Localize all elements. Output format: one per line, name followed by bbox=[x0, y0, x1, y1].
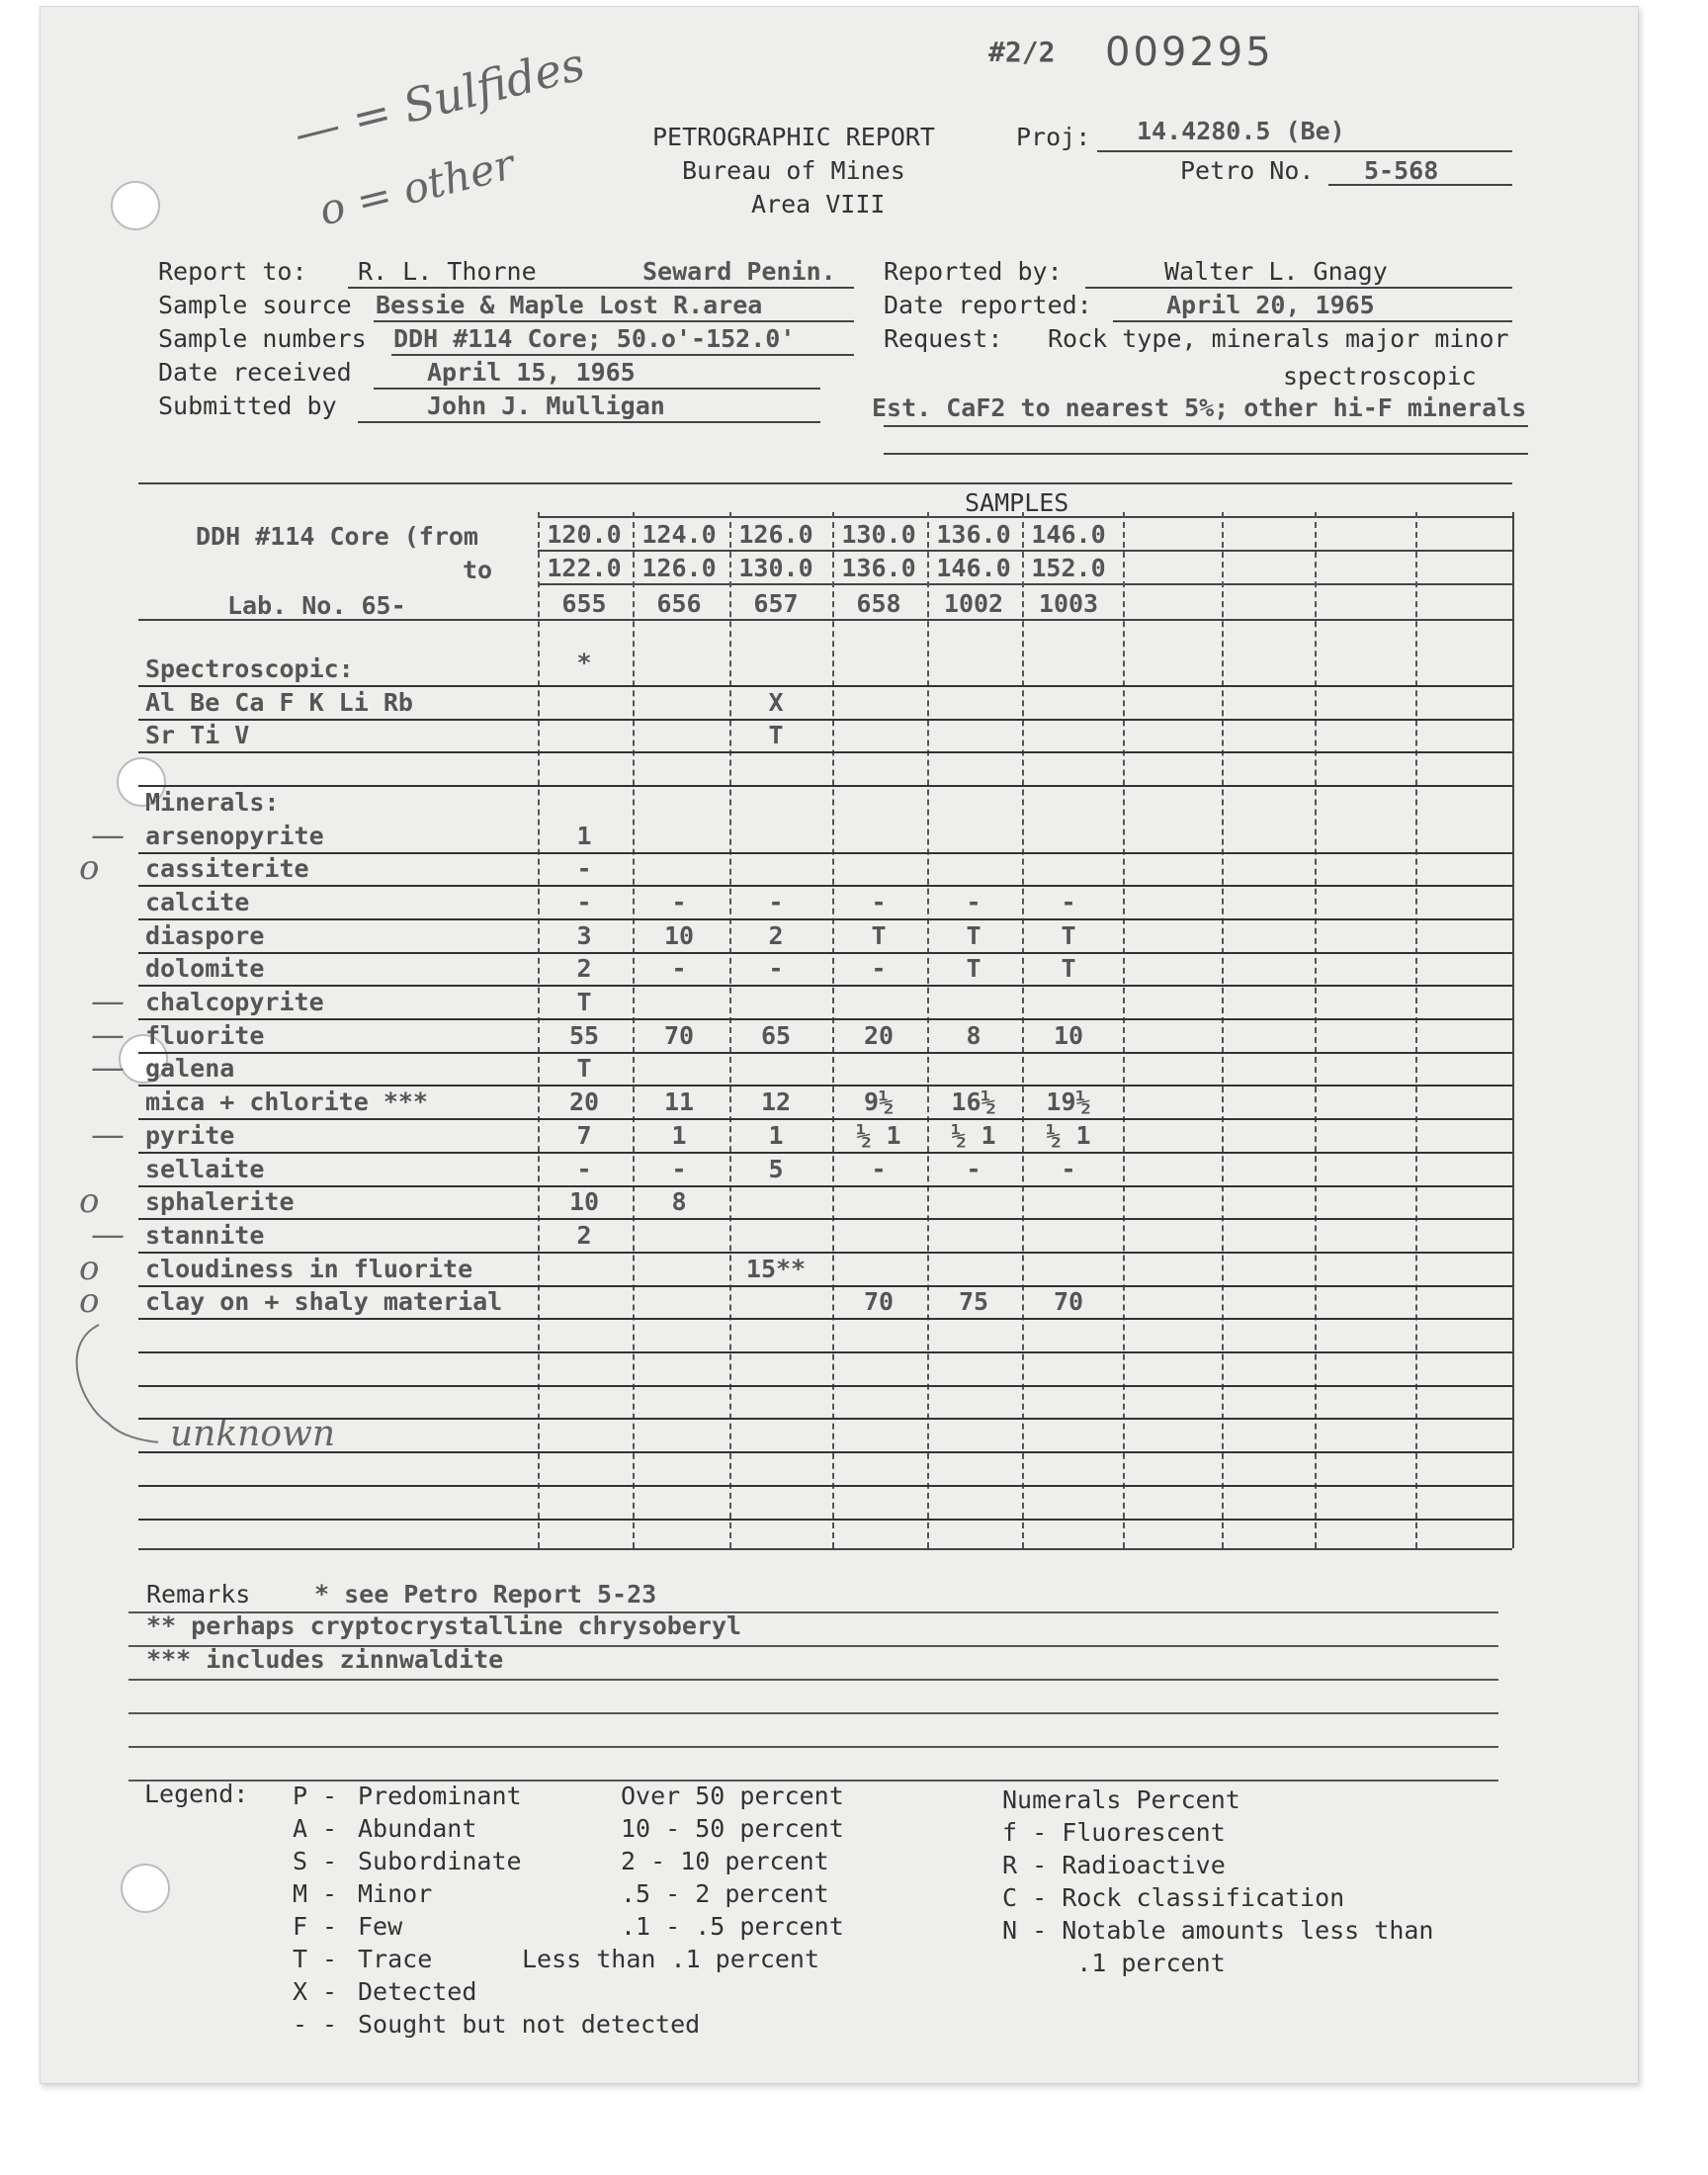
mineral-value: 20 bbox=[568, 1088, 600, 1116]
mineral-value: 8 bbox=[671, 1187, 687, 1216]
sample-numbers-underline bbox=[391, 354, 854, 356]
row-rule bbox=[138, 685, 1512, 687]
column-divider bbox=[1315, 512, 1317, 1548]
mineral-value: 12 bbox=[760, 1088, 792, 1116]
remark-rule bbox=[128, 1712, 1498, 1714]
mineral-label: mica + chlorite *** bbox=[145, 1088, 428, 1116]
legend-code: - bbox=[293, 2010, 308, 2039]
date-reported-underline bbox=[1113, 320, 1512, 322]
row-rule bbox=[138, 1152, 1512, 1154]
mineral-mark: o bbox=[79, 1281, 100, 1321]
legend-right-item: .1 percent bbox=[1002, 1949, 1226, 1977]
legend-range: Less than .1 percent bbox=[522, 1945, 820, 1973]
to-value: 152.0 bbox=[1031, 554, 1106, 582]
row-rule bbox=[138, 1085, 1512, 1087]
row-rule bbox=[138, 785, 1512, 787]
mineral-value: ½ 1 bbox=[1046, 1121, 1091, 1150]
core-label: DDH #114 Core (from bbox=[196, 522, 478, 551]
sample-numbers-value: DDH #114 Core; 50.o'-152.0' bbox=[393, 324, 796, 353]
date-received-underline bbox=[374, 388, 820, 390]
from-rule bbox=[538, 550, 1512, 552]
lab-value: 658 bbox=[856, 589, 901, 618]
row-rule bbox=[138, 1118, 1512, 1120]
lab-value: 1003 bbox=[1038, 589, 1099, 618]
row-rule bbox=[138, 1418, 1512, 1420]
mineral-label: arsenopyrite bbox=[145, 822, 324, 850]
mineral-mark: — bbox=[91, 1215, 125, 1255]
mineral-label: clay on + shaly material bbox=[145, 1287, 503, 1316]
agency: Bureau of Mines bbox=[682, 156, 905, 185]
legend-desc: Predominant bbox=[358, 1782, 522, 1810]
mineral-label: fluorite bbox=[145, 1021, 265, 1050]
mineral-mark: — bbox=[91, 816, 125, 855]
date-received-value: April 15, 1965 bbox=[427, 358, 636, 387]
report-to-underline bbox=[348, 287, 854, 289]
mineral-value: 2 bbox=[768, 921, 784, 950]
date-received-label: Date received bbox=[158, 358, 352, 387]
legend-dash: - bbox=[322, 1782, 338, 1810]
row-rule bbox=[138, 1252, 1512, 1254]
from-value: 124.0 bbox=[641, 520, 717, 549]
mineral-value: 9½ bbox=[863, 1088, 895, 1116]
legend-desc: Subordinate bbox=[358, 1847, 522, 1875]
row-rule bbox=[138, 885, 1512, 887]
legend-range: 2 - 10 percent bbox=[621, 1847, 829, 1875]
row-rule bbox=[138, 1018, 1512, 1020]
legend-range: 10 - 50 percent bbox=[621, 1814, 844, 1843]
remark-line-2: ** perhaps cryptocrystalline chrysoberyl bbox=[146, 1611, 742, 1640]
remark-rule bbox=[128, 1679, 1498, 1681]
date-reported-value: April 20, 1965 bbox=[1166, 291, 1375, 319]
remark-rule bbox=[128, 1645, 1498, 1647]
legend-desc: Trace bbox=[358, 1945, 433, 1973]
spectro-row-label: Al Be Ca F K Li Rb bbox=[145, 688, 413, 717]
spectroscopic-title: Spectroscopic: bbox=[145, 654, 354, 683]
legend-code: X bbox=[293, 1977, 308, 2006]
row-rule bbox=[138, 985, 1512, 987]
row-rule bbox=[138, 952, 1512, 954]
mineral-label: cloudiness in fluorite bbox=[145, 1255, 473, 1283]
mineral-value: - bbox=[966, 1155, 982, 1183]
mineral-value: T bbox=[576, 988, 592, 1016]
mineral-value: - bbox=[671, 1155, 687, 1183]
row-rule bbox=[138, 1385, 1512, 1387]
mineral-value: - bbox=[671, 954, 687, 983]
row-rule bbox=[138, 918, 1512, 920]
mineral-value: 10 bbox=[568, 1187, 600, 1216]
lab-value: 657 bbox=[753, 589, 799, 618]
mineral-value: 5 bbox=[768, 1155, 784, 1183]
lab-rule bbox=[138, 619, 1512, 621]
column-divider bbox=[1512, 512, 1514, 1548]
area: Area VIII bbox=[751, 190, 886, 218]
proj-underline bbox=[1097, 150, 1512, 152]
mineral-value: 20 bbox=[863, 1021, 895, 1050]
remarks-label: Remarks bbox=[146, 1580, 251, 1609]
from-value: 146.0 bbox=[1031, 520, 1106, 549]
mineral-value: 65 bbox=[760, 1021, 792, 1050]
legend-right-item: f - Fluorescent bbox=[1002, 1818, 1226, 1847]
remark-rule bbox=[128, 1746, 1498, 1748]
request-line3: Est. CaF2 to nearest 5%; other hi-F minerals bbox=[872, 393, 1527, 422]
legend-dash: - bbox=[322, 2010, 338, 2039]
report-to-label: Report to: bbox=[158, 257, 307, 286]
mineral-value: T bbox=[1061, 921, 1076, 950]
page-mark: #2/2 bbox=[988, 36, 1056, 68]
mineral-mark: — bbox=[91, 1115, 125, 1155]
mineral-label: sellaite bbox=[145, 1155, 265, 1183]
legend-desc: Few bbox=[358, 1912, 403, 1941]
mineral-label: galena bbox=[145, 1054, 235, 1083]
column-divider bbox=[1415, 512, 1417, 1548]
legend-code: P bbox=[293, 1782, 308, 1810]
submitted-by-underline bbox=[358, 421, 820, 423]
lab-value: 656 bbox=[656, 589, 702, 618]
mineral-value: 70 bbox=[663, 1021, 695, 1050]
mineral-value: 8 bbox=[966, 1021, 982, 1050]
legend-label: Legend: bbox=[144, 1780, 249, 1808]
mineral-value: - bbox=[576, 888, 592, 916]
row-rule bbox=[138, 1218, 1512, 1220]
remark-rule bbox=[128, 1611, 1498, 1613]
lab-value: 1002 bbox=[943, 589, 1004, 618]
row-rule bbox=[138, 1185, 1512, 1187]
legend-range: .1 - .5 percent bbox=[621, 1912, 844, 1941]
legend-range: Over 50 percent bbox=[621, 1782, 844, 1810]
legend-dash: - bbox=[322, 1879, 338, 1908]
mineral-value: 75 bbox=[958, 1287, 989, 1316]
legend-right-item: C - Rock classification bbox=[1002, 1883, 1345, 1912]
row-rule bbox=[138, 852, 1512, 854]
mineral-mark: — bbox=[91, 982, 125, 1021]
mineral-value: - bbox=[966, 888, 982, 916]
row-rule bbox=[138, 1519, 1512, 1521]
mineral-label: chalcopyrite bbox=[145, 988, 324, 1016]
mineral-value: - bbox=[871, 1155, 887, 1183]
proj-value: 14.4280.5 (Be) bbox=[1137, 117, 1345, 145]
proj-label: Proj: bbox=[1016, 123, 1091, 151]
to-value: 122.0 bbox=[547, 554, 622, 582]
column-divider bbox=[1222, 512, 1224, 1548]
mineral-value: 70 bbox=[863, 1287, 895, 1316]
legend-code: T bbox=[293, 1945, 308, 1973]
handwritten-bracket-mark bbox=[40, 1305, 158, 1463]
mineral-value: ½ 1 bbox=[951, 1121, 996, 1150]
report-to-extra: Seward Penin. bbox=[642, 257, 836, 286]
mineral-value: - bbox=[871, 954, 887, 983]
mineral-value: 16½ bbox=[951, 1088, 996, 1116]
mineral-value: T bbox=[576, 1054, 592, 1083]
legend-desc: Detected bbox=[358, 1977, 477, 2006]
from-value: 136.0 bbox=[936, 520, 1011, 549]
date-reported-label: Date reported: bbox=[884, 291, 1092, 319]
to-value: 136.0 bbox=[841, 554, 916, 582]
spectro-row-label: Sr Ti V bbox=[145, 721, 250, 749]
legend-dash: - bbox=[322, 1945, 338, 1973]
reported-by-value: Walter L. Gnagy bbox=[1164, 257, 1388, 286]
petro-value: 5-568 bbox=[1364, 156, 1439, 185]
row-rule bbox=[138, 1351, 1512, 1353]
remark-line-1: * see Petro Report 5-23 bbox=[314, 1580, 657, 1609]
request-label: Request: bbox=[884, 324, 1003, 353]
mineral-value: ½ 1 bbox=[856, 1121, 901, 1150]
from-value: 126.0 bbox=[738, 520, 813, 549]
table-bottom-rule bbox=[138, 1548, 1512, 1550]
request-underline-1 bbox=[884, 425, 1528, 427]
to-label: to bbox=[463, 556, 493, 584]
mineral-value: - bbox=[768, 888, 784, 916]
row-rule bbox=[138, 719, 1512, 721]
mineral-value: - bbox=[576, 1155, 592, 1183]
submitted-by-label: Submitted by bbox=[158, 392, 337, 420]
row-rule bbox=[138, 751, 1512, 753]
petro-label: Petro No. bbox=[1180, 156, 1315, 185]
mineral-value: T bbox=[966, 954, 982, 983]
from-value: 120.0 bbox=[547, 520, 622, 549]
legend-right-item: N - Notable amounts less than bbox=[1002, 1916, 1434, 1945]
legend-desc: Abundant bbox=[358, 1814, 477, 1843]
reported-by-underline bbox=[1085, 287, 1512, 289]
mineral-value: 55 bbox=[568, 1021, 600, 1050]
spectro-value: T bbox=[768, 721, 784, 749]
mineral-mark: — bbox=[91, 1048, 125, 1088]
lab-label: Lab. No. 65- bbox=[227, 591, 406, 620]
legend-dash: - bbox=[322, 1814, 338, 1843]
sample-source-underline bbox=[374, 320, 854, 322]
mineral-value: 1 bbox=[768, 1121, 784, 1150]
minerals-title: Minerals: bbox=[145, 788, 280, 817]
punch-hole bbox=[121, 1864, 170, 1913]
mineral-label: sphalerite bbox=[145, 1187, 295, 1216]
mineral-label: diaspore bbox=[145, 921, 265, 950]
spectro-value: * bbox=[576, 649, 592, 677]
report-to-value: R. L. Thorne bbox=[358, 257, 537, 286]
from-value: 130.0 bbox=[841, 520, 916, 549]
legend-right-item: R - Radioactive bbox=[1002, 1851, 1226, 1879]
legend-code: A bbox=[293, 1814, 308, 1843]
mineral-mark: o bbox=[79, 848, 100, 888]
row-rule bbox=[138, 1318, 1512, 1320]
handwritten-unknown-note: unknown bbox=[170, 1414, 336, 1454]
mineral-value: 1 bbox=[671, 1121, 687, 1150]
legend-code: S bbox=[293, 1847, 308, 1875]
mineral-mark: o bbox=[79, 1181, 100, 1221]
to-rule bbox=[538, 583, 1512, 585]
mineral-label: pyrite bbox=[145, 1121, 235, 1150]
legend-desc: Sought but not detected bbox=[358, 2010, 701, 2039]
mineral-label: dolomite bbox=[145, 954, 265, 983]
sample-source-label: Sample source bbox=[158, 291, 352, 319]
mineral-value: 2 bbox=[576, 1221, 592, 1250]
legend-range: .5 - 2 percent bbox=[621, 1879, 829, 1908]
mineral-label: cassiterite bbox=[145, 854, 309, 883]
request-line2: spectroscopic bbox=[1283, 362, 1477, 391]
mineral-value: T bbox=[966, 921, 982, 950]
petro-underline bbox=[1328, 184, 1512, 186]
samples-rule bbox=[538, 516, 1512, 518]
legend-right-item: Numerals Percent bbox=[1002, 1785, 1240, 1814]
request-underline-2 bbox=[884, 453, 1528, 455]
mineral-value: T bbox=[871, 921, 887, 950]
mineral-value: 7 bbox=[576, 1121, 592, 1150]
mineral-value: 15** bbox=[745, 1255, 807, 1283]
legend-code: M bbox=[293, 1879, 308, 1908]
handwritten-sulfides-note: — = Sulfides bbox=[289, 37, 590, 161]
mineral-label: calcite bbox=[145, 888, 250, 916]
legend-code: F bbox=[293, 1912, 308, 1941]
to-value: 126.0 bbox=[641, 554, 717, 582]
mineral-mark: — bbox=[91, 1015, 125, 1055]
mineral-value: 11 bbox=[663, 1088, 695, 1116]
mineral-mark: o bbox=[79, 1249, 100, 1288]
reported-by-label: Reported by: bbox=[884, 257, 1063, 286]
lab-value: 655 bbox=[561, 589, 607, 618]
row-rule bbox=[138, 1052, 1512, 1054]
doc-number: 009295 bbox=[1105, 30, 1274, 75]
mineral-value: 1 bbox=[576, 822, 592, 850]
punch-hole bbox=[111, 181, 160, 230]
spectro-value: X bbox=[768, 688, 784, 717]
row-rule bbox=[138, 1485, 1512, 1487]
row-rule bbox=[138, 1451, 1512, 1453]
mineral-value: - bbox=[671, 888, 687, 916]
to-value: 146.0 bbox=[936, 554, 1011, 582]
to-value: 130.0 bbox=[738, 554, 813, 582]
sample-source-value: Bessie & Maple Lost R.area bbox=[376, 291, 763, 319]
mineral-value: - bbox=[871, 888, 887, 916]
handwritten-other-note: o = other bbox=[314, 139, 520, 235]
legend-dash: - bbox=[322, 1847, 338, 1875]
mineral-value: - bbox=[576, 854, 592, 883]
samples-header: SAMPLES bbox=[965, 488, 1069, 517]
mineral-label: stannite bbox=[145, 1221, 265, 1250]
mineral-value: - bbox=[1061, 1155, 1076, 1183]
submitted-by-value: John J. Mulligan bbox=[427, 392, 665, 420]
sample-numbers-label: Sample numbers bbox=[158, 324, 367, 353]
mineral-value: 2 bbox=[576, 954, 592, 983]
mineral-value: T bbox=[1061, 954, 1076, 983]
legend-desc: Minor bbox=[358, 1879, 433, 1908]
mineral-value: - bbox=[1061, 888, 1076, 916]
mineral-value: 3 bbox=[576, 921, 592, 950]
remark-line-3: *** includes zinnwaldite bbox=[146, 1645, 504, 1674]
mineral-value: 70 bbox=[1053, 1287, 1084, 1316]
legend-dash: - bbox=[322, 1912, 338, 1941]
table-top-rule bbox=[138, 482, 1512, 484]
mineral-value: 19½ bbox=[1046, 1088, 1091, 1116]
request-value: Rock type, minerals major minor bbox=[1048, 324, 1509, 353]
report-title: PETROGRAPHIC REPORT bbox=[652, 123, 935, 151]
mineral-value: 10 bbox=[1053, 1021, 1084, 1050]
legend-dash: - bbox=[322, 1977, 338, 2006]
column-divider bbox=[1123, 512, 1125, 1548]
mineral-value: 10 bbox=[663, 921, 695, 950]
mineral-value: - bbox=[768, 954, 784, 983]
